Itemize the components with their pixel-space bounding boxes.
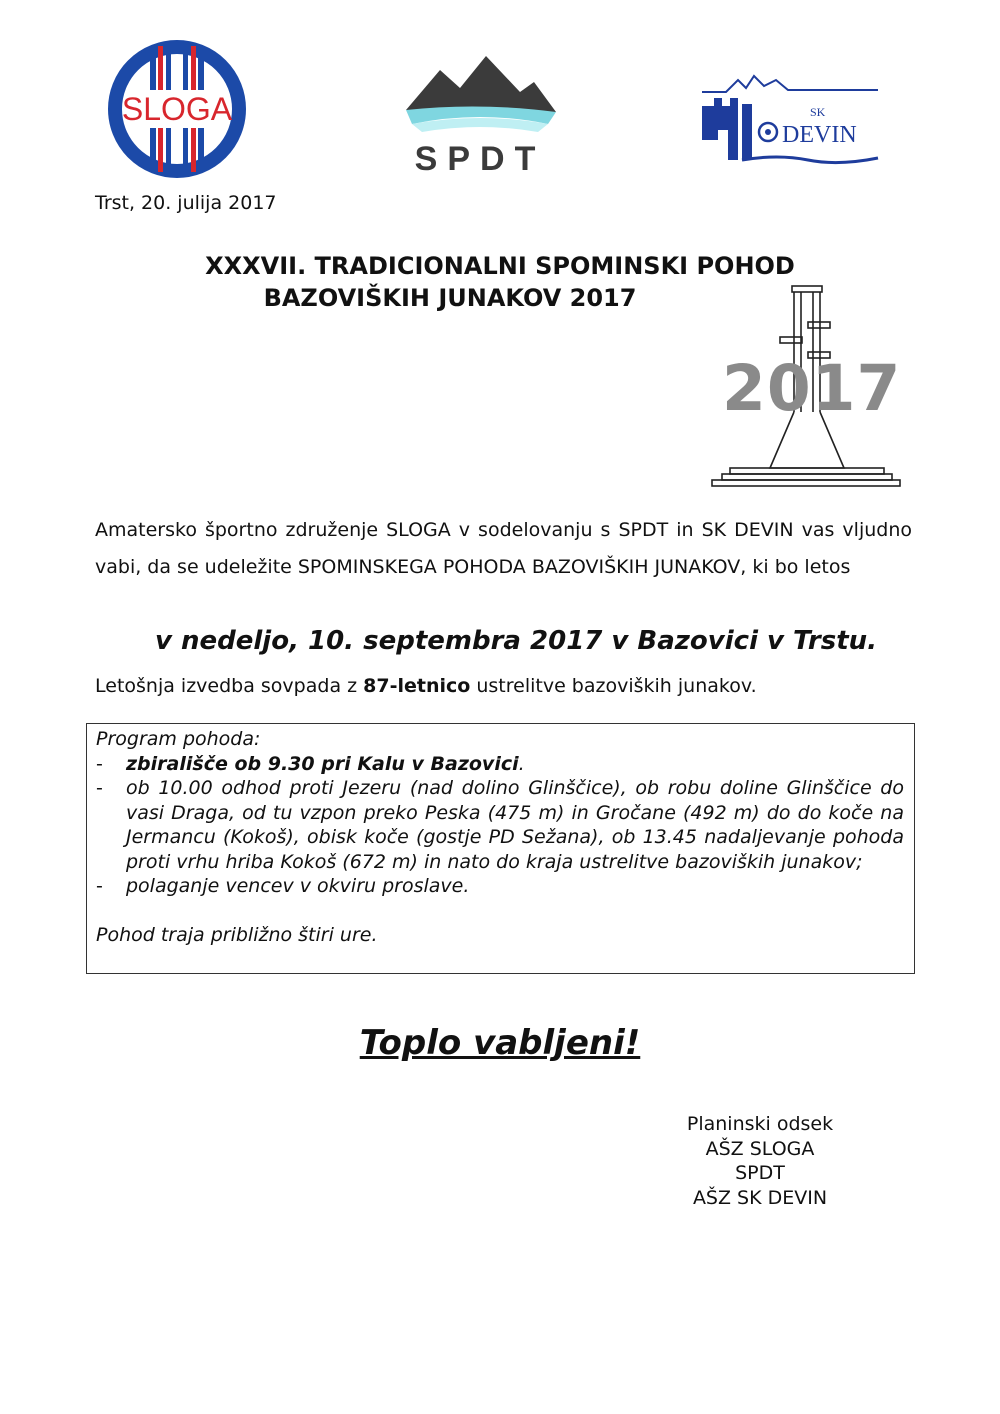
program-item-text: ob 10.00 odhod proti Jezeru (nad dolino Glinščice), ob robu doline Glinščice do vasi Draga, od tu vzpon preko Peska (475 m) in Gročane (492 m) do do koče na Jermancu (Kokoš), obisk koče (gostje PD Sežana), ob 13.45 nadaljevanje pohoda proti vrhu hriba Kokoš (672 m) in nato do kraja ustrelitve bazoviških junakov; [126,777,904,873]
event-date: v nedeljo, 10. septembra 2017 v Bazovici v Trstu. [155,626,878,656]
program-title: Program pohoda: [96,728,261,750]
anniversary-before: Letošnja izvedba sovpada z [95,675,364,697]
devin-logo-text: DEVIN [782,122,857,148]
devin-logo-sk: SK [810,105,826,119]
page-title-line1: XXXVII. TRADICIONALNI SPOMINSKI POHOD [205,252,795,280]
signature-line: SPDT [735,1162,785,1184]
program-item-text: polaganje vencev v okviru proslave. [126,875,470,897]
program-duration: Pohod traja približno štiri ure. [96,923,378,946]
year-graphic-text: 2017 [722,352,902,425]
signature-line: Planinski odsek [686,1113,834,1135]
closing-welcome: Toplo vabljeni! [359,1023,641,1063]
anniversary-line [95,675,757,697]
anniversary-highlight: 87-letnico [363,675,471,697]
sloga-logo-text: SLOGA [121,91,233,127]
program-item-end: . [518,752,525,775]
signature-block [660,1112,860,1210]
anniversary-after: ustrelitve bazoviških junakov. [470,675,757,697]
intro-paragraph: Amatersko športno združenje SLOGA v sodelovanju s SPDT in SK DEVIN vas vljudno vabi, da se udeležite SPOMINSKEGA POHODA BAZOVIŠKIH JUNAKOV, ki bo letos [95,519,912,578]
signature-line: AŠZ SLOGA [705,1137,815,1160]
program-item [96,776,904,874]
program-item-bold: zbirališče ob 9.30 pri Kalu v Bazovici [126,752,519,775]
program-box [86,723,915,974]
signature-line: AŠZ SK DEVIN [692,1186,828,1209]
spdt-logo [398,48,562,178]
program-item [96,874,904,899]
devin-logo [698,70,883,166]
program-item [96,752,904,777]
sloga-logo [106,38,248,180]
page-title-line2: BAZOVIŠKIH JUNAKOV 2017 [263,284,637,312]
date-line: Trst, 20. julija 2017 [95,192,277,214]
spdt-logo-text: SPDT [414,140,546,178]
list-bullet: - [96,752,103,775]
list-bullet: - [96,777,103,799]
list-bullet: - [96,875,103,897]
